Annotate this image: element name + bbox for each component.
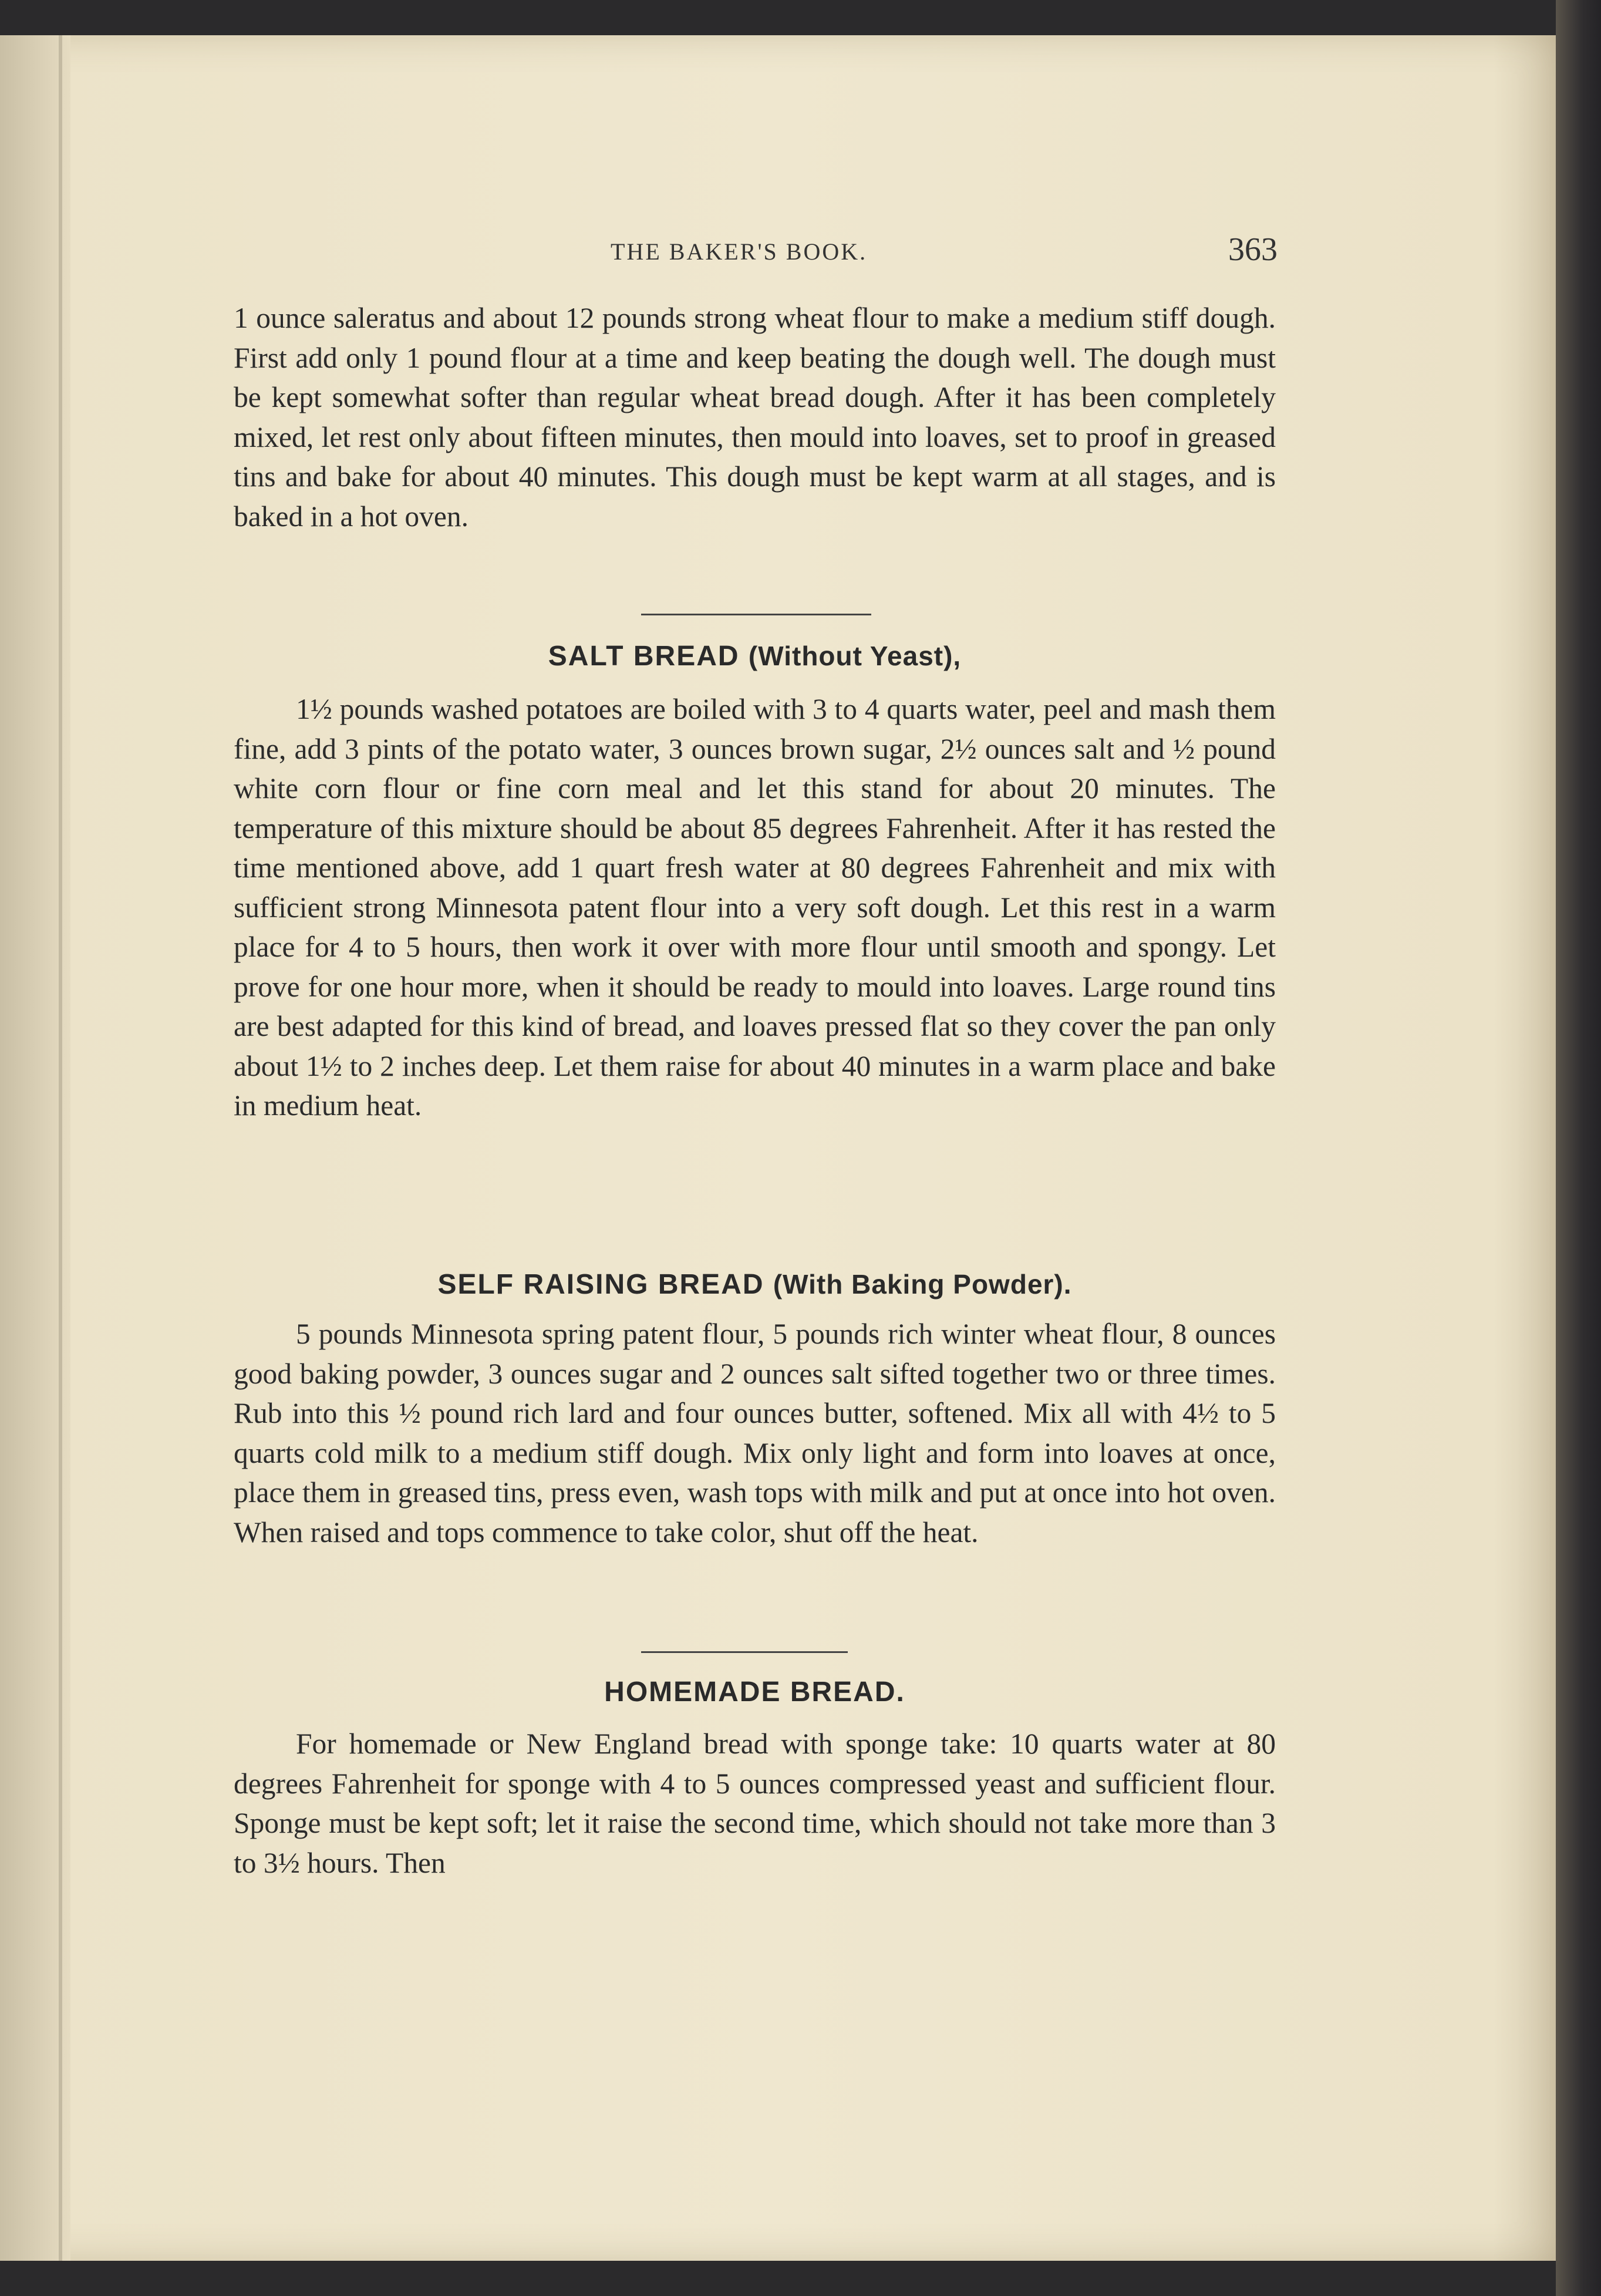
self-raising-bread-title: SELF RAISING BREAD [437,1269,764,1300]
book-cover-edge [1556,0,1601,2296]
homemade-bread-body: For homemade or New England bread with sponge take: 10 quarts water at 80 degrees Fahrenheit for sponge with 4 to 5 ounces compressed yeast and sufficient flour. Sponge must be kept soft; let it raise the second time, which should not take more than 3 to 3½ hours. Then [234,1728,1276,1879]
self-raising-bread-subtitle: (With Baking Powder). [773,1269,1072,1300]
page-fold-line [59,35,62,2261]
salt-bread-heading [234,640,1276,672]
homemade-bread-heading [234,1676,1276,1708]
salt-bread-body: 1½ pounds washed potatoes are boiled with 3 to 4 quarts water, peel and mash them fine, add 3 pints of the potato water, 3 ounces brown sugar, 2½ ounces salt and ½ pound white corn flour or fine corn meal and let this stand for about 20 minutes. The temperature of this mixture should be about 85 degrees Fahrenheit. After it has rested the time mentioned above, add 1 quart fresh water at 80 degrees Fahrenheit and mix with sufficient strong Minnesota patent flour into a very soft dough. Let this rest in a warm place for 4 to 5 hours, then work it over with more flour until smooth and spongy. Let prove for one hour more, when it should be ready to mould into loaves. Large round tins are best adapted for this kind of bread, and loaves pressed flat so they cover the pan only about 1½ to 2 inches deep. Let them raise for about 40 minutes in a warm place and bake in medium heat. [234,693,1276,1122]
homemade-bread-title: HOMEMADE BREAD. [604,1676,905,1708]
section-divider [641,614,871,615]
continuation-paragraph [234,298,1276,536]
salt-bread-paragraph [234,689,1276,1126]
salt-bread-title: SALT BREAD [548,641,740,672]
homemade-bread-paragraph [234,1724,1276,1883]
self-raising-bread-paragraph [234,1314,1276,1552]
self-raising-bread-body: 5 pounds Minnesota spring patent flour, 5 pounds rich winter wheat flour, 8 ounces good baking powder, 3 ounces sugar and 2 ounces salt sifted together two or three times. Rub into this ½ pound rich lard and four ounces butter, softened. Mix all with 4½ to 5 quarts cold milk to a medium stiff dough. Mix only light and form into loaves at once, place them in greased tins, press even, wash tops with milk and put at once into hot oven. When raised and tops commence to take color, shut off the heat. [234,1318,1276,1548]
section-divider [641,1651,848,1653]
self-raising-bread-heading [234,1268,1276,1301]
page-number: 363 [1228,231,1278,268]
running-header-title: THE BAKER'S BOOK. [611,238,868,265]
salt-bread-subtitle: (Without Yeast), [748,641,962,671]
continuation-body: 1 ounce saleratus and about 12 pounds strong wheat flour to make a medium stiff dough. First add only 1 pound flour at a time and keep beating the dough well. The dough must be kept somewhat softer than regular wheat bread dough. After it has been completely mixed, let rest only about fifteen minutes, then mould into loaves, set to proof in greased tins and bake for about 40 minutes. This dough must be kept warm at all stages, and is baked in a hot oven. [234,302,1276,533]
